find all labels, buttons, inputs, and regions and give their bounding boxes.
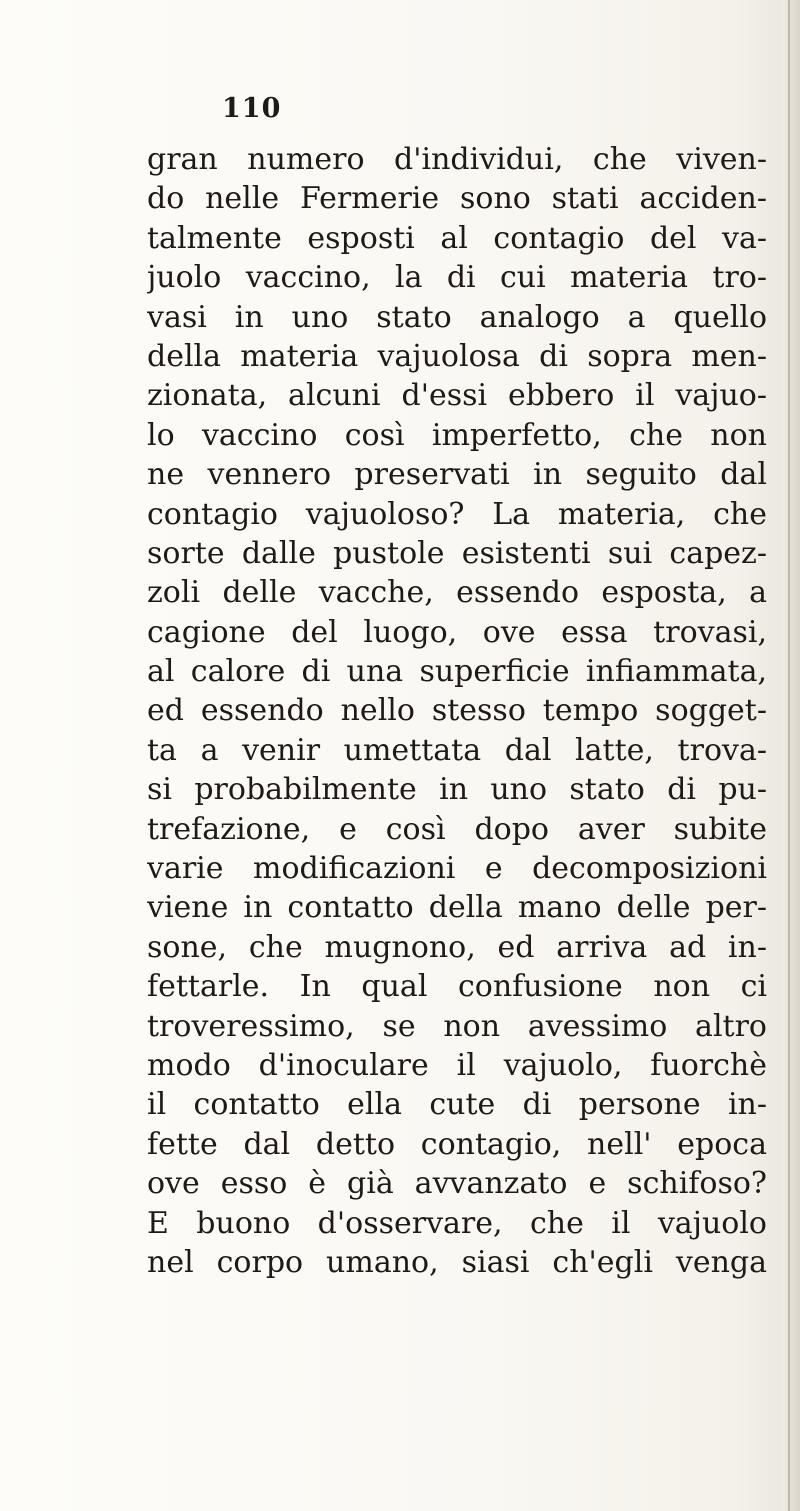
- text-line: E buono d'osservare, che il vajuolo: [147, 1205, 767, 1241]
- text-line: ne vennero preservati in seguito dal: [147, 457, 767, 493]
- text-line: nel corpo umano, siasi ch'egli venga: [147, 1244, 767, 1280]
- body-text: [147, 140, 767, 1283]
- facing-page-edge: [782, 0, 800, 1511]
- text-line: do nelle Fermerie sono stati acciden-: [147, 181, 767, 217]
- text-line: della materia vajuolosa di sopra men-: [147, 338, 767, 374]
- text-line: cagione del luogo, ove essa trovasi,: [147, 614, 767, 650]
- text-line: zionata, alcuni d'essi ebbero il vajuo-: [147, 378, 767, 414]
- text-line: varie modificazioni e decomposizioni: [147, 851, 767, 887]
- text-line: talmente esposti al contagio del va-: [147, 220, 767, 256]
- text-line: viene in contatto della mano delle per-: [147, 890, 767, 926]
- text-line: sone, che mugnono, ed arriva ad in-: [147, 929, 767, 965]
- text-line: sorte dalle pustole esistenti sui capez-: [147, 535, 767, 571]
- page-number: 110: [222, 93, 282, 124]
- text-line: lo vaccino così imperfetto, che non: [147, 417, 767, 453]
- text-line: fettarle. In qual confusione non ci: [147, 969, 767, 1005]
- text-line: ove esso è già avvanzato e schifoso?: [147, 1166, 767, 1202]
- page-gutter-line: [788, 0, 790, 1511]
- text-line: ed essendo nello stesso tempo sogget-: [147, 693, 767, 729]
- text-line: juolo vaccino, la di cui materia tro-: [147, 260, 767, 296]
- text-line: modo d'inoculare il vajuolo, fuorchè: [147, 1047, 767, 1083]
- text-line: gran numero d'individui, che viven-: [147, 142, 767, 177]
- text-line: ta a venir umettata dal latte, trova-: [147, 732, 767, 768]
- text-line: contagio vajuoloso? La materia, che: [147, 496, 767, 532]
- text-line: trefazione, e così dopo aver subite: [147, 811, 767, 847]
- text-line: fette dal detto contagio, nell' epoca: [147, 1126, 767, 1162]
- text-line: al calore di una superficie infiammata,: [147, 654, 767, 690]
- text-line: si probabilmente in uno stato di pu-: [147, 772, 767, 808]
- text-line: troveressimo, se non avessimo altro: [147, 1008, 767, 1044]
- text-line: il contatto ella cute di persone in-: [147, 1087, 767, 1123]
- text-line: vasi in uno stato analogo a quello: [147, 299, 767, 335]
- text-line: zoli delle vacche, essendo esposta, a: [147, 575, 767, 611]
